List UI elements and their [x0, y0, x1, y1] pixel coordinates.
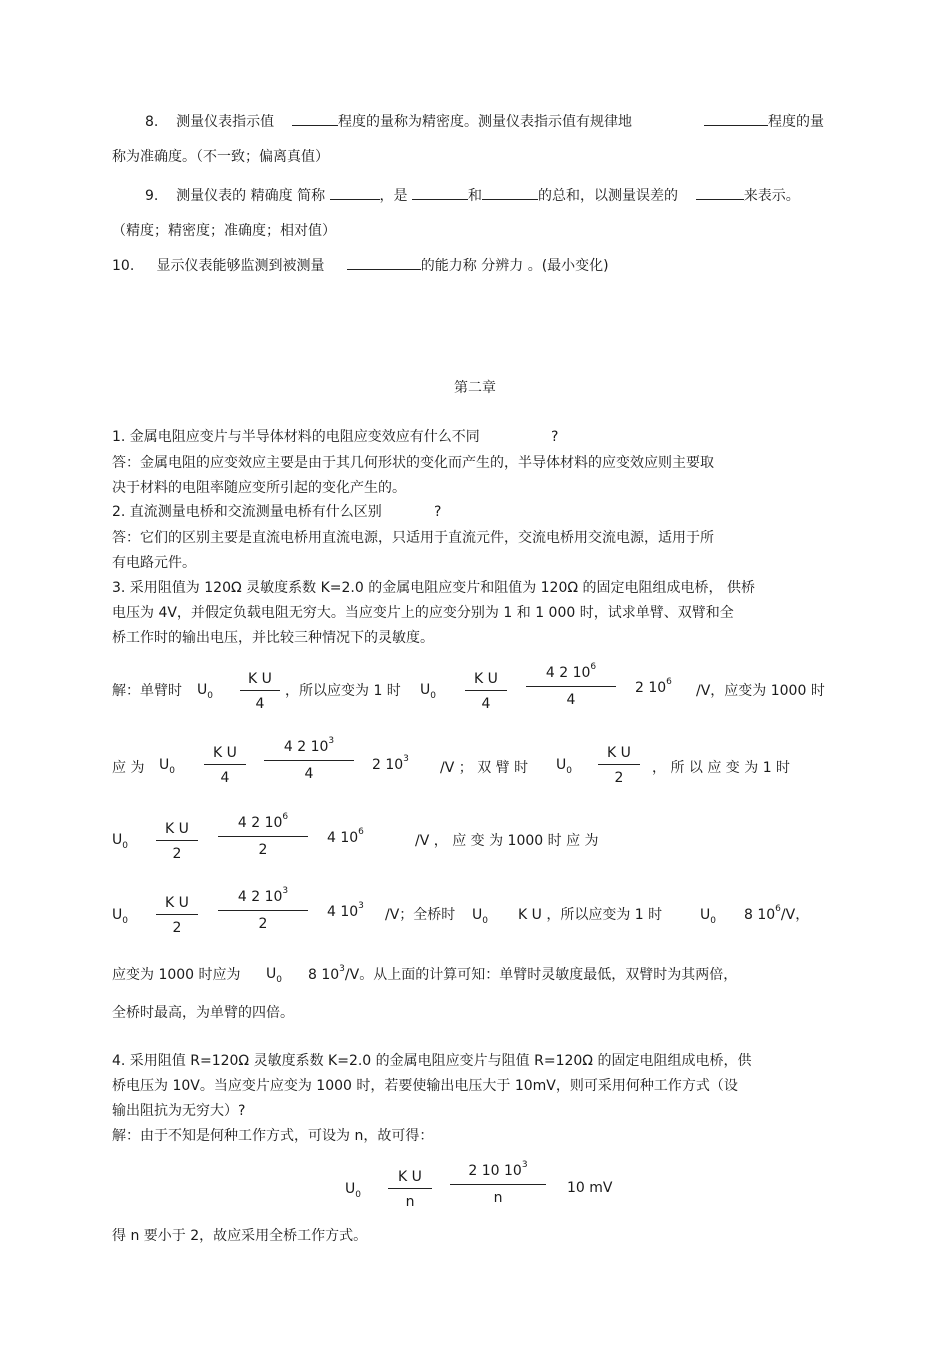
q8-line1-tail	[704, 112, 824, 131]
q8-text-1: 测量仪表指示值	[176, 114, 275, 130]
q4-formula-result: 10 mV	[567, 1180, 613, 1196]
q9-number: 9.	[145, 188, 159, 204]
q4-line-3: 输出阻抗为无穷大）?	[112, 1103, 246, 1119]
q10-text-2: 的能力称 分辨力 。(最小变化)	[420, 258, 609, 274]
q9-text-4: 的总和，以测量误差的	[537, 188, 678, 204]
sol-r4-frac-b: $\frac{4 2 10^3}{2}$	[218, 886, 308, 937]
sol-r5-text-a: 应变为 1000 时应为	[112, 967, 241, 983]
q1-question: 1. 金属电阻应变片与半导体材料的电阻应变效应有什么不同	[112, 429, 480, 445]
sol-r2-frac-a: $\frac{\text{K U}}{4}$	[204, 742, 246, 791]
sol-r1-frac-c: $\frac{4 2 10^6}{4}$	[526, 662, 616, 713]
sol-r3-frac-b: $\frac{4 2 10^6}{2}$	[218, 812, 308, 863]
sol-r1-u0-a: $U_0$	[197, 682, 213, 701]
q2-answer-2: 有电路元件。	[112, 555, 196, 571]
sol-r2-val: 2 $10^3$	[372, 754, 409, 773]
sol-r4-text-c: K U ，所以应变为 1 时	[518, 907, 663, 923]
q10-text-1: 显示仪表能够监测到被测量	[156, 258, 325, 274]
q9-blank-3	[482, 186, 538, 200]
sol-r5-val: 8 $10^3/V$。从上面的计算可知：单臂时灵敏度最低，双臂时为其两倍，	[308, 964, 738, 983]
q8-text-3: 程度的量	[768, 114, 824, 130]
sol-r5-u0: $U_0$	[266, 966, 282, 985]
sol-r4-u0-b: $U_0$	[472, 907, 488, 926]
q8-number: 8.	[145, 114, 159, 130]
sol-r1-val: 2 $10^6$	[635, 677, 672, 696]
sol-r1-frac-a: $\frac{\text{K U}}{4}$	[240, 668, 280, 717]
q4-formula-frac-b: $\frac{2 10 10^3}{n}$	[450, 1160, 546, 1211]
sol-r4-val-2: 8 $10^6/V$，	[744, 904, 810, 923]
q4-line-2: 桥电压为 10V。当应变片应变为 1000 时，若要使输出电压大于 10mV，则可采用何种工作方式（设	[112, 1078, 738, 1094]
q9-blank-2	[412, 186, 468, 200]
sol-r1-frac-b: $\frac{\text{K U}}{4}$	[465, 668, 507, 717]
q8-text-2: 程度的量称为精密度。测量仪表指示值有规律地	[337, 114, 632, 130]
sol-r3-frac-a: $\frac{\text{K U}}{2}$	[156, 818, 198, 867]
q9-text-5: 来表示。	[743, 188, 800, 204]
q9-line2: （精度；精密度；准确度；相对值）	[112, 223, 336, 239]
sol-r2-u0-a: $U_0$	[159, 757, 175, 776]
q9-line1	[145, 186, 800, 205]
sol-r4-u0-c: $U_0$	[700, 907, 716, 926]
sol-r2-label: 应 为	[112, 760, 145, 776]
q1-answer-1: 答：金属电阻的应变效应主要是由于其几何形状的变化而产生的，半导体材料的应变效应则主要取	[112, 455, 714, 471]
sol-r2-frac-c: $\frac{\text{K U}}{2}$	[598, 742, 640, 791]
sol-r3-val: 4 $10^6$	[327, 827, 364, 846]
sol-r3-u0: $U_0$	[112, 832, 128, 851]
q2-mark: ?	[434, 504, 442, 520]
q8-blank-1	[292, 112, 338, 126]
q4-formula-frac-a: $\frac{\text{K U}}{n}$	[388, 1166, 432, 1215]
q8-blank-2	[704, 112, 768, 126]
sol-r4-u0-a: $U_0$	[112, 907, 128, 926]
sol-r2-u0-b: $U_0$	[556, 757, 572, 776]
sol-r4-frac-a: $\frac{\text{K U}}{2}$	[156, 892, 198, 941]
sol-r1-u0-b: $U_0$	[420, 682, 436, 701]
q3-line-3: 桥工作时的输出电压，并比较三种情况下的灵敏度。	[112, 630, 434, 646]
q4-line-1: 4. 采用阻值 R=120Ω 灵敏度系数 K=2.0 的金属电阻应变片与阻值 R=120Ω 的固定电阻组成电桥，供	[112, 1053, 752, 1069]
q8-line2: 称为准确度。（不一致；偏离真值）	[112, 149, 329, 165]
sol-r2-frac-b: $\frac{4 2 10^3}{4}$	[264, 736, 354, 787]
chapter-title: 第二章	[454, 380, 496, 396]
q10-blank	[347, 256, 421, 270]
q9-text-1: 测量仪表的 精确度 简称	[176, 188, 326, 204]
q4-line-4: 解：由于不知是何种工作方式，可设为 n，故可得：	[112, 1128, 434, 1144]
sol-r1-text-d: /V，应变为 1000 时	[696, 683, 825, 699]
q10-number: 10.	[112, 258, 135, 274]
q4-formula-u0: $U_0$	[345, 1181, 361, 1200]
q8-line1	[145, 112, 632, 131]
sol-r2-text-c: /V ； 双 臂 时	[440, 760, 529, 776]
sol-r1-label: 解：单臂时	[112, 683, 182, 699]
q2-answer-1: 答：它们的区别主要是直流电桥用直流电源，只适用于直流元件，交流电桥用交流电源，适用于所	[112, 530, 714, 546]
q9-text-3: 和	[467, 188, 482, 204]
sol-r3-text: /V ， 应 变 为 1000 时 应 为	[415, 833, 599, 849]
q10-line	[112, 256, 609, 275]
sol-r4-text-b: /V；全桥时	[385, 907, 456, 923]
sol-r4-val: 4 $10^3$	[327, 901, 364, 920]
q4-line-5: 得 n 要小于 2，故应采用全桥工作方式。	[112, 1228, 368, 1244]
sol-r2-text-d: ， 所 以 应 变 为 1 时	[652, 760, 791, 776]
sol-conclusion: 全桥时最高，为单臂的四倍。	[112, 1005, 294, 1021]
q1-mark: ?	[551, 429, 559, 445]
q9-text-2: ，是	[379, 188, 408, 204]
q9-blank-4	[696, 186, 744, 200]
q3-line-1: 3. 采用阻值为 120Ω 灵敏度系数 K=2.0 的金属电阻应变片和阻值为 120Ω 的固定电阻组成电桥， 供桥	[112, 580, 755, 596]
q3-line-2: 电压为 4V，并假定负载电阻无穷大。当应变片上的应变分别为 1 和 1 000 时，试求单臂、双臂和全	[112, 605, 734, 621]
sol-r1-text-b: ，所以应变为 1 时	[285, 683, 401, 699]
q9-blank-1	[330, 186, 380, 200]
q2-question: 2. 直流测量电桥和交流测量电桥有什么区别	[112, 504, 382, 520]
q1-answer-2: 决于材料的电阻率随应变所引起的变化产生的。	[112, 480, 406, 496]
